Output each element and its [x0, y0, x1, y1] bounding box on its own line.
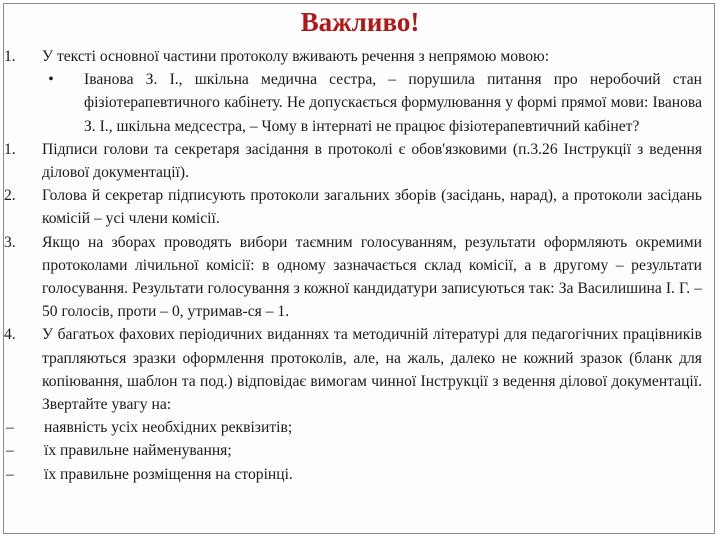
- list-item-3: [4, 231, 702, 324]
- list-text: Підписи голови та секретаря засідання в протоколі є обов'язковими (п.3.26 Інструкції з ведення ділової документації).: [42, 140, 702, 182]
- dash-marker: –: [6, 465, 14, 483]
- slide-title: Важливо!: [300, 7, 420, 37]
- list-item-1b: [4, 138, 702, 184]
- list-item-1: [4, 45, 702, 68]
- list-item-4: [4, 323, 702, 416]
- dash-text: їх правильне найменування;: [44, 442, 232, 460]
- dash-item-2: [4, 439, 702, 462]
- sub-bullet-item: [4, 68, 702, 138]
- list-text: У багатьох фахових періодичних виданнях та методичній літературі для педагогічних працівників трапляються зразки оформлення протоколів, але, на жаль, далеко не кожний зразок (бланк для копіювання, шаблон та под.) відповідає вимогам чинної Інструкції з ведення ділової документації. Звертайте увагу на:: [42, 326, 702, 414]
- list-marker: 2.: [4, 187, 16, 205]
- sub-bullet-text: Іванова З. І., шкільна медична сестра, – порушила питання про неробочий стан фізіотерапевтичного кабінету. Не допускається формулювання у формі прямої мови: Іванова З. І., шкільна медсестра, – Чому в інтернаті не працює фізіотерапевтичний кабінет?: [84, 71, 702, 135]
- list-item-2: [4, 184, 702, 230]
- list-marker: 4.: [4, 326, 16, 344]
- list-text: У тексті основної частини протоколу вживають речення з непрямою мовою:: [42, 48, 550, 65]
- slide-body: [4, 45, 702, 486]
- list-marker: 1.: [4, 48, 16, 65]
- dash-marker: –: [6, 419, 14, 437]
- dash-marker: –: [6, 442, 14, 460]
- list-text: Голова й секретар підписують протоколи загальних зборів (засідань, нарад), а протоколи засідань комісій – усі члени комісії.: [42, 187, 702, 228]
- dash-item-3: [4, 463, 702, 486]
- dash-text: їх правильне розміщення на сторінці.: [44, 465, 293, 483]
- bullet-marker: •: [48, 71, 54, 89]
- dash-text: наявність усіх необхідних реквізитів;: [44, 419, 293, 437]
- list-text: Якщо на зборах проводять вибори таємним голосуванням, результати оформляють окремими протоколами лічильної комісії: в одному зазначається склад комісії, а в другому – результати голосування. Результати голосування з кожної кандидатури записуються так: За Василишина І. Г. – 50 голосів, проти – 0, утримав-ся – 1.: [42, 233, 702, 321]
- list-marker: 3.: [4, 233, 16, 251]
- list-marker: 1.: [4, 140, 16, 158]
- dash-item-1: [4, 416, 702, 439]
